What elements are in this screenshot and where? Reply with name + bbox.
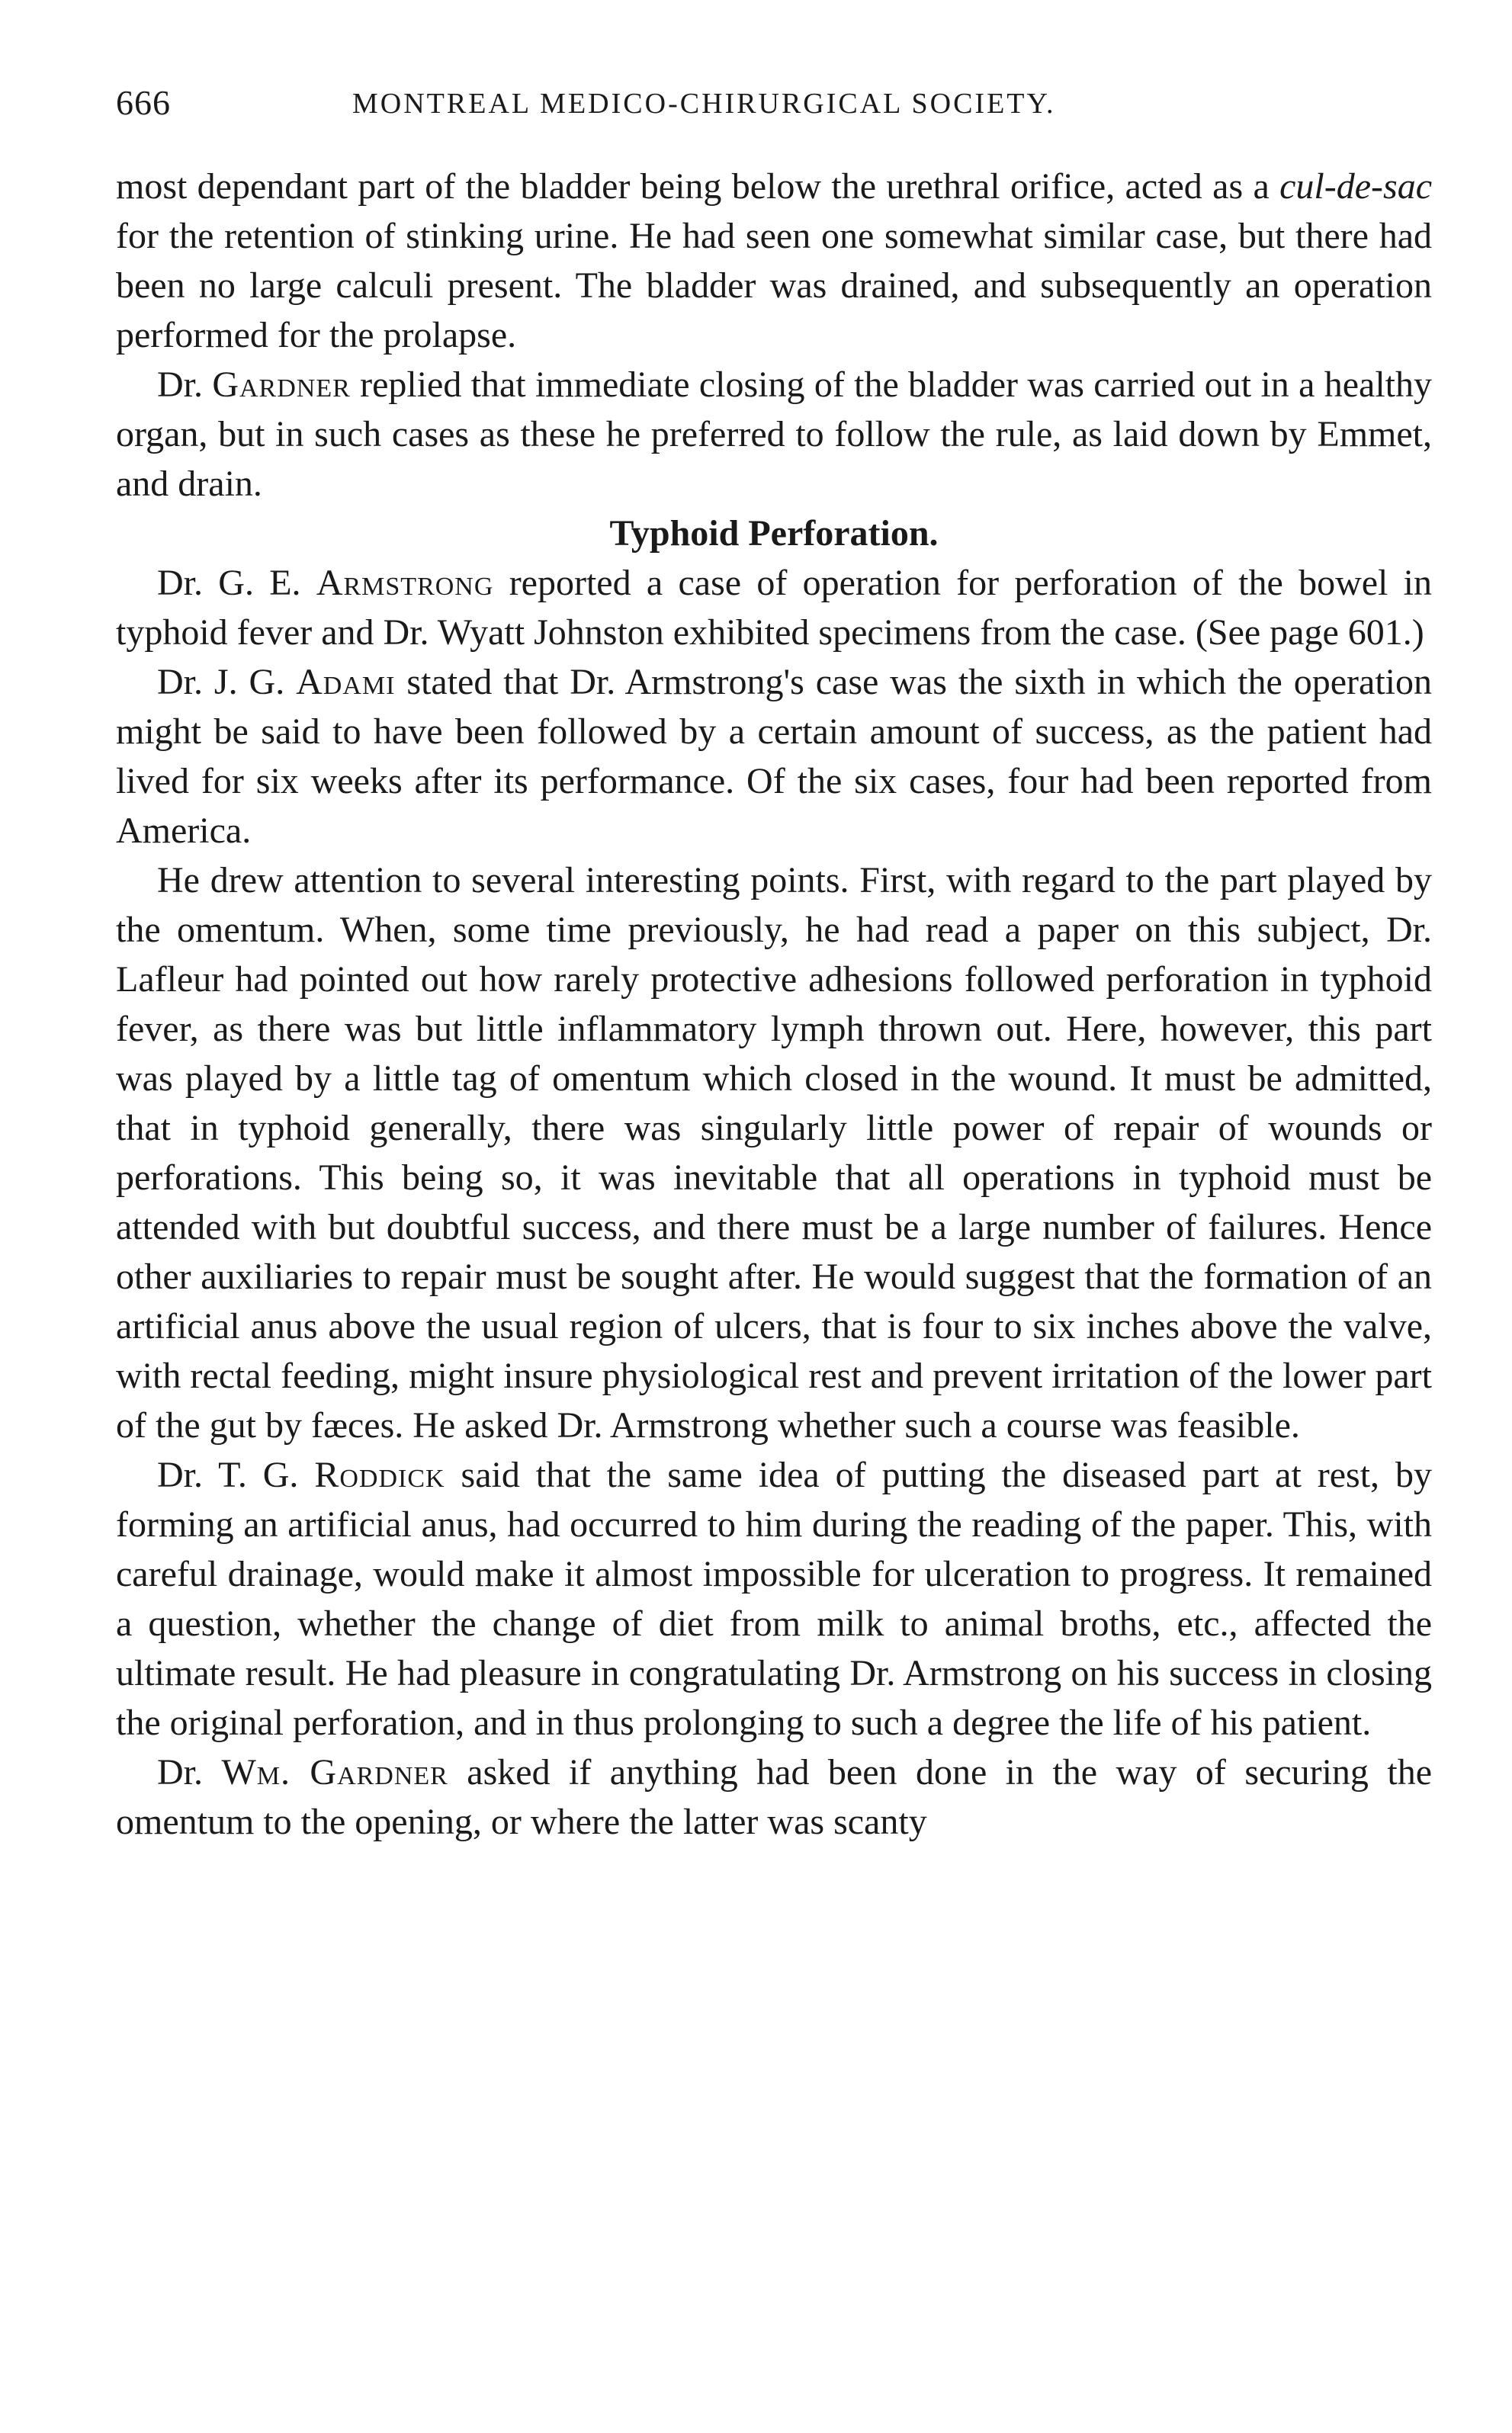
speaker-prefix: Dr. T. G.: [157, 1455, 315, 1495]
section-heading: Typhoid Perforation.: [609, 513, 939, 554]
paragraph-wm-gardner-question: [116, 1748, 1432, 1847]
paragraph-text: for the retention of stinking urine. He had seen one somewhat similar case, but there had been no large calculi present. The bladder was drained, and subsequently an operation performed for the prolapse.: [116, 216, 1432, 355]
speaker-name: Adami: [296, 662, 396, 702]
paragraph-text: asked if anything had been done in the way of securing the omentum to the opening, or where the latter was scanty: [116, 1752, 1432, 1842]
running-title: MONTREAL MEDICO-CHIRURGICAL SOCIETY.: [352, 88, 1056, 120]
speaker-name: Roddick: [314, 1455, 445, 1495]
paragraph-armstrong-report: [116, 558, 1432, 657]
paragraph-bladder-continuation: [116, 162, 1432, 360]
italic-term: cul-de-sac: [1279, 166, 1432, 207]
paragraph-text: replied that immediate closing of the bladder was carried out in a healthy organ, but in such cases as these he preferred to follow the rule, as laid down by Emmet, and drain.: [116, 364, 1432, 504]
paragraph-roddick-comment: [116, 1450, 1432, 1748]
paragraph-adami-statement: [116, 657, 1432, 855]
paragraph-adami-points: He drew attention to several interesting points. First, with regard to the part played by the omentum. When, some time previously, he had read a paper on this subject, Dr. Lafleur had pointed out how rarely protective adhesions followed perforation in typhoid fever, as there was but little inflammatory lymph thrown out. Here, however, this part was played by a little tag of omentum which closed in the wound. It must be admitted, that in typhoid generally, there was singularly little power of repair of wounds or perforations. This being so, it was inevitable that all operations in typhoid must be attended with but doubtful success, and there must be a large number of failures. Hence other auxiliaries to repair must be sought after. He would suggest that the formation of an artificial anus above the usual region of ulcers, that is four to six inches above the valve, with rectal feeding, might insure physiological rest and prevent irritation of the lower part of the gut by fæces. He asked Dr. Armstrong whether such a course was feasible.: [116, 860, 1432, 1446]
running-header: [116, 82, 1432, 128]
paragraph-text: said that the same idea of putting the diseased part at rest, by forming an artificial anus, had occurred to him during the reading of the paper. This, with careful drainage, would make it almost impossible for ulceration to progress. It remained a question, whether the change of diet from milk to animal broths, etc., affected the ultimate result. He had pleasure in congratulating Dr. Armstrong on his success in closing the original perforation, and in thus prolonging to such a degree the life of his patient.: [116, 1455, 1432, 1743]
paragraph-text: most dependant part of the bladder being below the urethral orifice, acted as a: [116, 166, 1280, 207]
speaker-prefix: Dr. J. G.: [157, 662, 297, 702]
page-number: 666: [116, 83, 171, 122]
speaker-prefix: Dr.: [157, 364, 213, 405]
speaker-name: Armstrong: [316, 563, 494, 603]
speaker-prefix: Dr.: [157, 1752, 222, 1793]
speaker-prefix: Dr. G. E.: [157, 563, 316, 603]
speaker-name: Gardner: [212, 364, 351, 405]
paragraph-text: reported a case of operation for perforation of the bowel in typhoid fever and Dr. Wyatt Johnston exhibited specimens from the case. (See page 601.): [116, 563, 1433, 653]
speaker-name: Wm. Gardner: [221, 1752, 448, 1793]
paragraph-gardner-reply: [116, 360, 1432, 509]
paragraph-text: stated that Dr. Armstrong's case was the sixth in which the operation might be said to have been followed by a certain amount of success, as the patient had lived for six weeks after its performance. Of the six cases, four had been reported from America.: [116, 662, 1433, 851]
article-body: [116, 162, 1432, 1847]
